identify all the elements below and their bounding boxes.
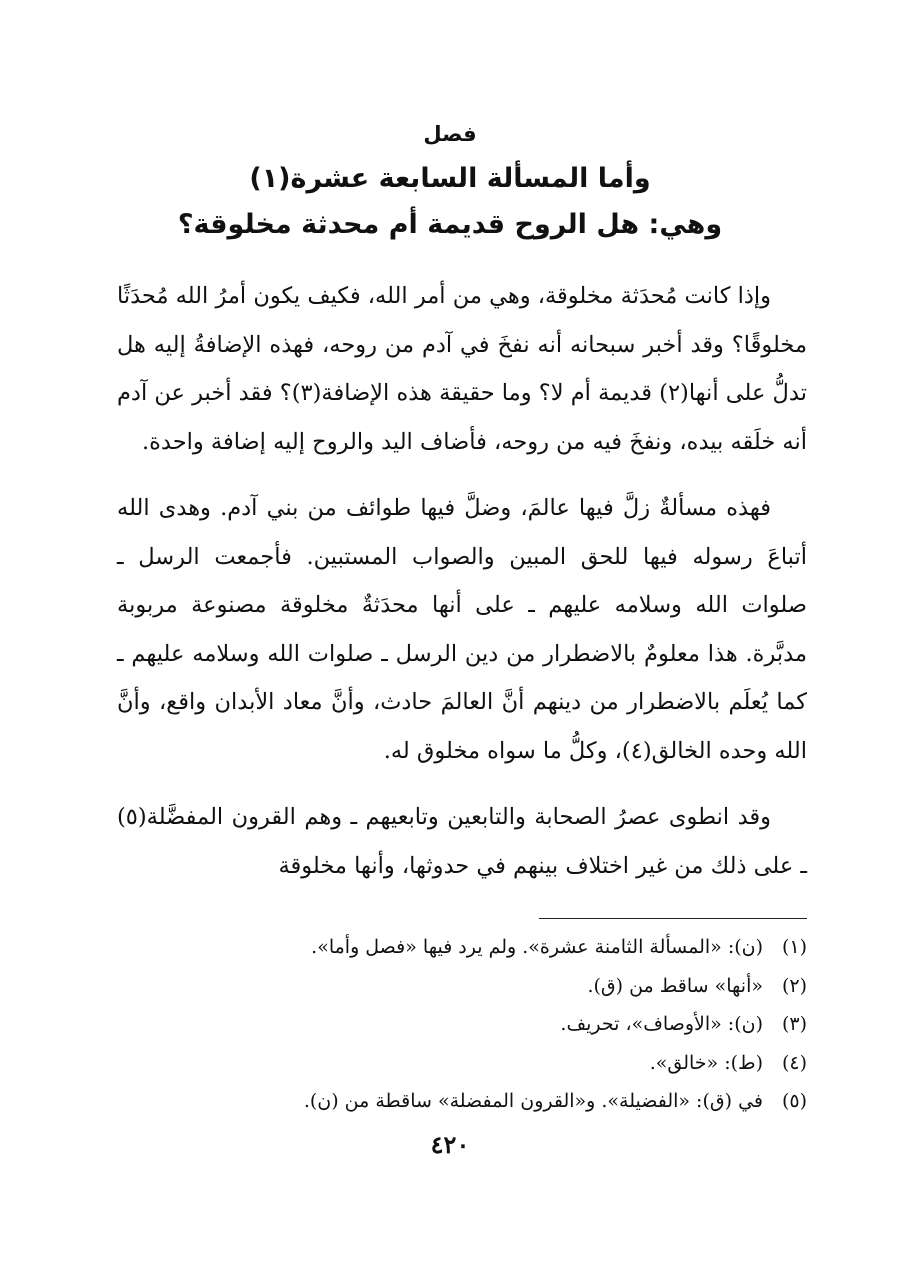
paragraph: وإذا كانت مُحدَثة مخلوقة، وهي من أمر الله، فكيف يكون أمرُ الله مُحدَثًا مخلوقًا؟ وقد أخبر سبحانه أنه نفخَ في آدم من روحه، فهذه الإضافةُ إليه هل تدلُّ على أنها(٢) قديمة أم لا؟ وما حقيقة هذه الإضافة(٣)؟ فقد أخبر عن آدم أنه خلَقه بيده، ونفخَ فيه من روحه، فأضاف اليد والروح إليه إضافة واحدة. bbox=[117, 283, 807, 455]
footnote-number: (٥) bbox=[781, 1090, 807, 1112]
footnote-text: (ن): «الأوصاف»، تحريف. bbox=[560, 1013, 763, 1035]
footnote-text: «أنها» ساقط من (ق). bbox=[587, 974, 763, 997]
footnote-text: (ن): «المسألة الثامنة عشرة». ولم يرد فيها «فصل وأما». bbox=[311, 936, 763, 958]
footnote bbox=[117, 967, 807, 1006]
section-heading: فصل bbox=[423, 122, 477, 146]
paragraph: وقد انطوى عصرُ الصحابة والتابعين وتابعيهم ـ وهم القرون المفضَّلة(٥) ـ على ذلك من غير اختلاف بينهم في حدوثها، وأنها مخلوقة bbox=[117, 804, 807, 879]
footnotes bbox=[117, 928, 807, 1121]
footnote-number: (٣) bbox=[781, 1013, 807, 1035]
heading-block bbox=[0, 112, 900, 248]
paragraph: فهذه مسألةٌ زلَّ فيها عالمَ، وضلَّ فيها طوائف من بني آدم. وهدى الله أتباعَ رسوله فيها للحق المبين والصواب المستبين. فأجمعت الرسل ـ صلوات الله وسلامه عليهم ـ على أنها محدَثةٌ مخلوقة مصنوعة مربوبة مدبَّرة. هذا معلومٌ بالاضطرار من دين الرسل ـ صلوات الله وسلامه عليهم ـ كما يُعلَم بالاضطرار من دينهم أنَّ العالمَ حادث، وأنَّ معاد الأبدان واقع، وأنَّ الله وحده الخالق(٤)، وكلُّ ما سواه مخلوق له. bbox=[117, 495, 807, 764]
question-heading: وهي: هل الروح قديمة أم محدثة مخلوقة؟ bbox=[177, 209, 723, 240]
footnote-text: (ط): «خالق». bbox=[649, 1051, 763, 1074]
footnote bbox=[117, 928, 807, 967]
footnote-number: (٢) bbox=[781, 974, 807, 997]
page-number: ٤٢٠ bbox=[430, 1130, 470, 1159]
main-text bbox=[117, 272, 807, 908]
footnote-divider bbox=[539, 918, 807, 919]
footnote bbox=[117, 1082, 807, 1121]
footnote-number: (١) bbox=[781, 936, 807, 958]
footnote bbox=[117, 1044, 807, 1083]
issue-heading: وأما المسألة السابعة عشرة(١) bbox=[249, 163, 651, 194]
footnote bbox=[117, 1005, 807, 1044]
footnote-text: في (ق): «الفضيلة». و«القرون المفضلة» ساقطة من (ن). bbox=[303, 1090, 763, 1112]
footnote-number: (٤) bbox=[781, 1051, 807, 1074]
